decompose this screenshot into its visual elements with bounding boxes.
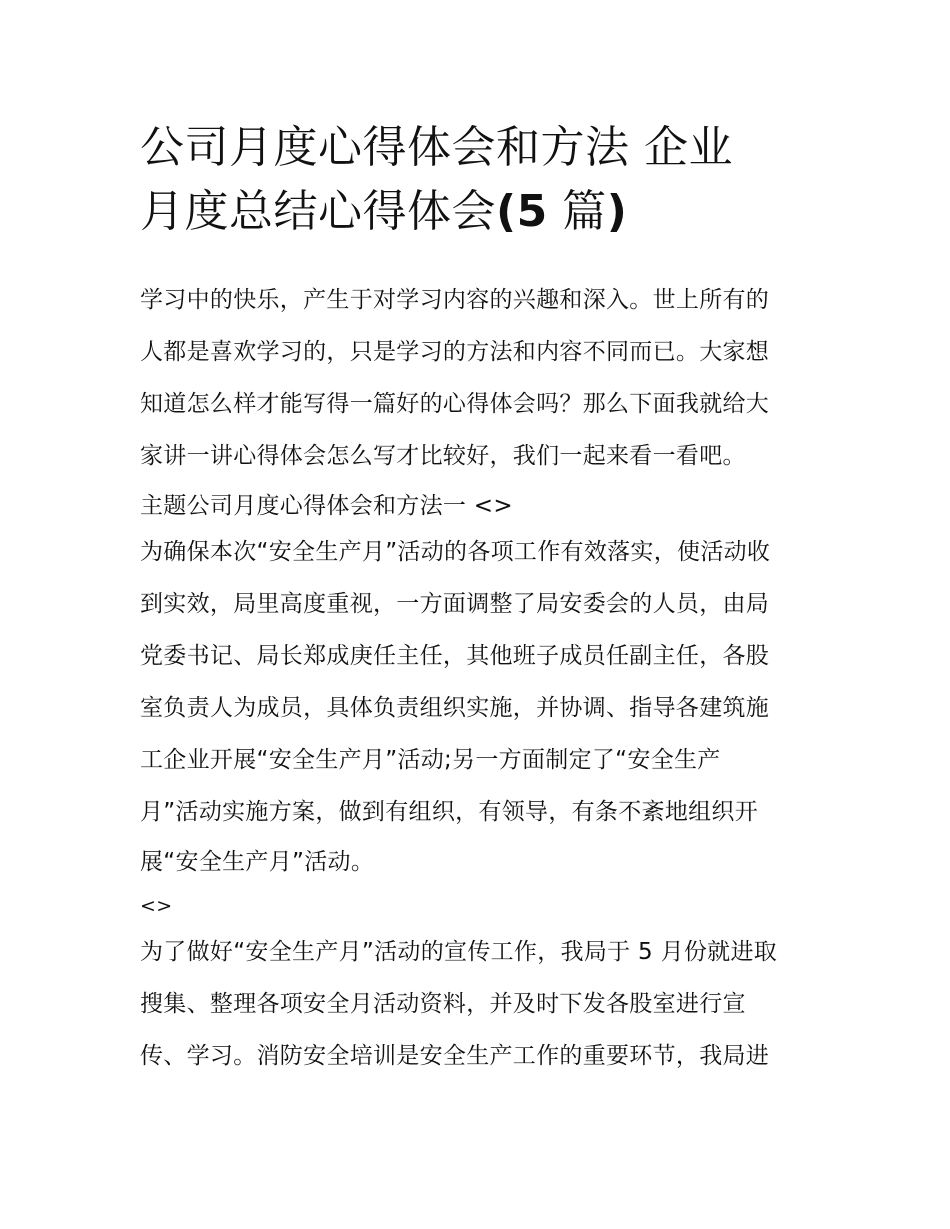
paragraph-two-line-3: 传、学习。消防安全培训是安全生产工作的重要环节，我局进 (140, 1043, 770, 1069)
section-heading: 主题公司月度心得体会和方法一 <> (140, 493, 513, 519)
paragraph-one-line-4: 室负责人为成员，具体负责组织实施，并协调、指导各建筑施 (140, 695, 770, 721)
title-line-2-prefix: 月度总结心得体会 (140, 186, 496, 237)
title-line-2 (140, 180, 830, 244)
paragraph-one-line-2: 到实效，局里高度重视，一方面调整了局安委会的人员，由局 (140, 591, 770, 617)
separator: <> (140, 895, 173, 917)
paragraph-one-line-5: 工企业开展“安全生产月”活动;另一方面制定了“安全生产 (140, 747, 721, 773)
title-line-2-suffix: 篇 (547, 186, 607, 237)
paragraph-one-line-6: 月”活动实施方案，做到有组织，有领导，有条不紊地组织开 (140, 799, 759, 825)
paragraph-one-line-7: 展“安全生产月”活动。 (140, 849, 375, 875)
paragraph-one-line-3: 党委书记、局长郑成庚任主任，其他班子成员任副主任，各股 (140, 643, 770, 669)
document-title (140, 116, 830, 244)
title-line-2-close: ) (606, 186, 628, 237)
paragraph-two-line-2: 搜集、整理各项安全月活动资料，并及时下发各股室进行宣 (140, 991, 746, 1017)
intro-line-3: 知道怎么样才能写得一篇好的心得体会吗？那么下面我就给大 (140, 391, 770, 417)
intro-line-2: 人都是喜欢学习的，只是学习的方法和内容不同而已。大家想 (140, 339, 770, 365)
paragraph-one-line-1: 为确保本次“安全生产月”活动的各项工作有效落实，使活动收 (140, 539, 771, 565)
title-line-2-bold: (5 (496, 186, 548, 237)
intro-line-4: 家讲一讲心得体会怎么写才比较好，我们一起来看一看吧。 (140, 443, 746, 469)
paragraph-two-line-1: 为了做好“安全生产月”活动的宣传工作，我局于 5 月份就进取 (140, 939, 778, 965)
intro-line-1: 学习中的快乐，产生于对学习内容的兴趣和深入。世上所有的 (140, 287, 770, 313)
document-body (140, 280, 820, 1088)
title-line-1: 公司月度心得体会和方法 企业 (140, 122, 733, 173)
